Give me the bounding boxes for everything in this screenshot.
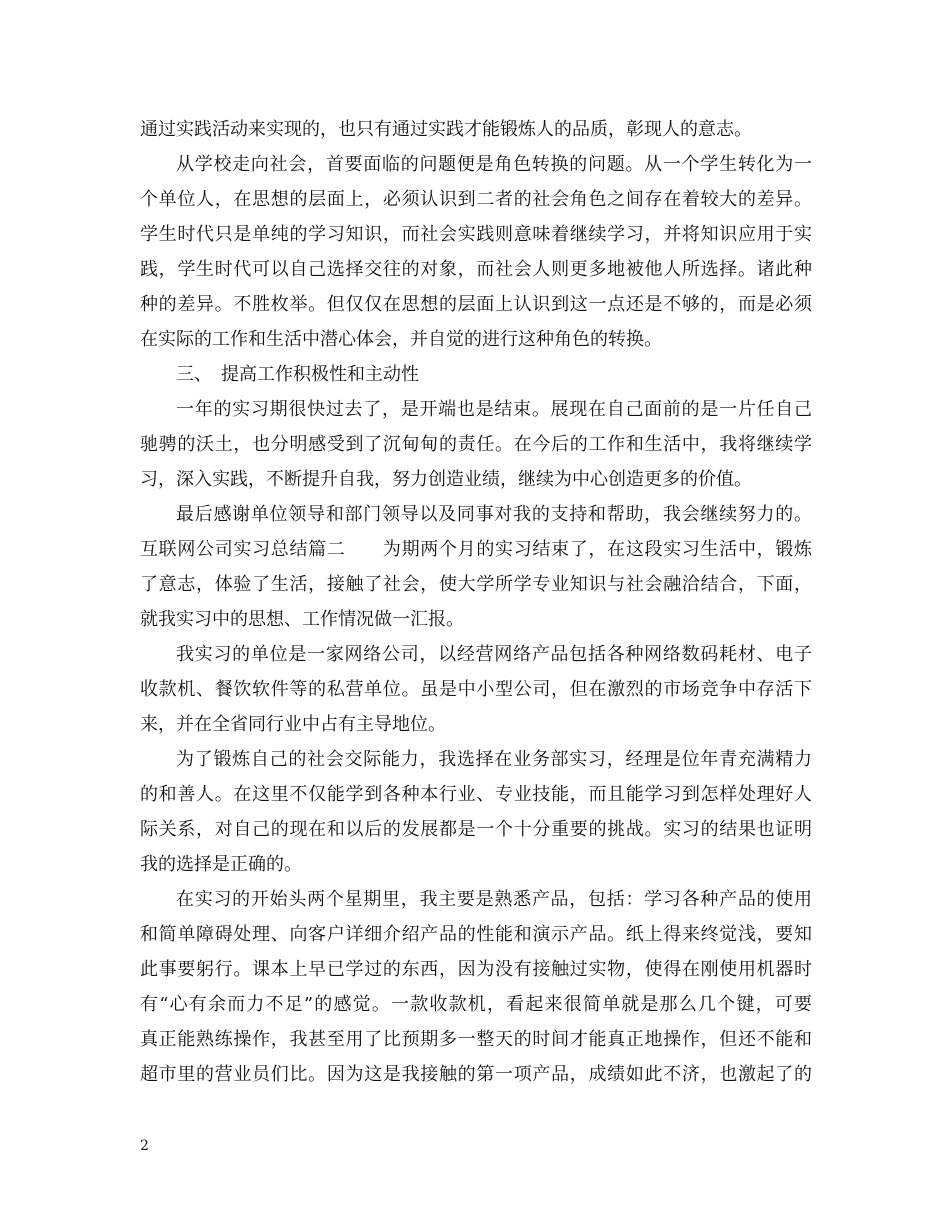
text-line: 通过实践活动来实现的，也只有通过实践才能锻炼人的品质，彰现人的意志。 (140, 119, 752, 140)
body-text (140, 112, 812, 1092)
text-line: 在实际的工作和生活中潜心体会，并自觉的进行这种角色的转换。 (140, 329, 662, 350)
text-line: 来，并在全省同行业中占有主导地位。 (140, 714, 446, 735)
text-line: 最后感谢单位领导和部门领导以及同事对我的支持和帮助，我会继续努力的。 (176, 504, 812, 525)
text-line: 此事要躬行。课本上早已学过的东西，因为没有接触过实物，使得在刚使用机器时 (140, 959, 812, 980)
text-line: 收款机、餐饮软件等的私营单位。虽是中小型公司，但在激烈的市场竞争中存活下 (140, 679, 812, 700)
text-line: 超市里的营业员们比。因为这是我接触的第一项产品，成绩如此不济，也激起了的 (140, 1064, 812, 1085)
text-line: 际关系，对自己的现在和以后的发展都是一个十分重要的挑战。实习的结果也证明 (140, 819, 812, 840)
text-line: 驰骋的沃土，也分明感受到了沉甸甸的责任。在今后的工作和生活中，我将继续学 (140, 434, 812, 455)
text-line: 从学校走向社会，首要面临的问题便是角色转换的问题。从一个学生转化为一 (176, 154, 812, 175)
text-line: 为了锻炼自己的社会交际能力，我选择在业务部实习，经理是位年青充满精力 (176, 749, 812, 770)
text-line: 一年的实习期很快过去了，是开端也是结束。展现在自己面前的是一片任自己 (176, 399, 812, 420)
text-line: 学生时代只是单纯的学习知识，而社会实践则意味着继续学习，并将知识应用于实 (140, 224, 812, 245)
text-line: 我的选择是正确的。 (140, 854, 302, 875)
text-line: 有“心有余而力不足”的感觉。一款收款机，看起来很简单就是那么几个键，可要 (140, 994, 812, 1015)
text-line: 践，学生时代可以自己选择交往的对象，而社会人则更多地被他人所选择。诸此种 (140, 259, 812, 280)
text-line: 个单位人，在思想的层面上，必须认识到二者的社会角色之间存在着较大的差异。 (140, 189, 812, 210)
text-line: 就我实习中的思想、工作情况做一汇报。 (140, 609, 464, 630)
text-line: 习，深入实践，不断提升自我，努力创造业绩，继续为中心创造更多的价值。 (140, 469, 752, 490)
text-line: 在实习的开始头两个星期里，我主要是熟悉产品，包括：学习各种产品的使用 (176, 889, 812, 910)
text-line: 种的差异。不胜枚举。但仅仅在思想的层面上认识到这一点还是不够的，而是必须 (140, 294, 812, 315)
text-line: 了意志，体验了生活，接触了社会，使大学所学专业知识与社会融洽结合，下面， (140, 574, 812, 595)
text-line: 真正能熟练操作，我甚至用了比预期多一整天的时间才能真正地操作，但还不能和 (140, 1029, 812, 1050)
text-line: 的和善人。在这里不仅能学到各种本行业、专业技能，而且能学习到怎样处理好人 (140, 784, 812, 805)
text-line: 和简单障碍处理、向客户详细介绍产品的性能和演示产品。纸上得来终觉浅，要知 (140, 924, 812, 945)
section-heading: 三、 提高工作积极性和主动性 (176, 364, 419, 385)
text-line: 我实习的单位是一家网络公司，以经营网络产品包括各种网络数码耗材、电子 (176, 644, 812, 665)
page-number: 2 (140, 1138, 149, 1154)
text-line: 互联网公司实习总结篇二 为期两个月的实习结束了，在这段实习生活中，锻炼 (140, 539, 812, 560)
